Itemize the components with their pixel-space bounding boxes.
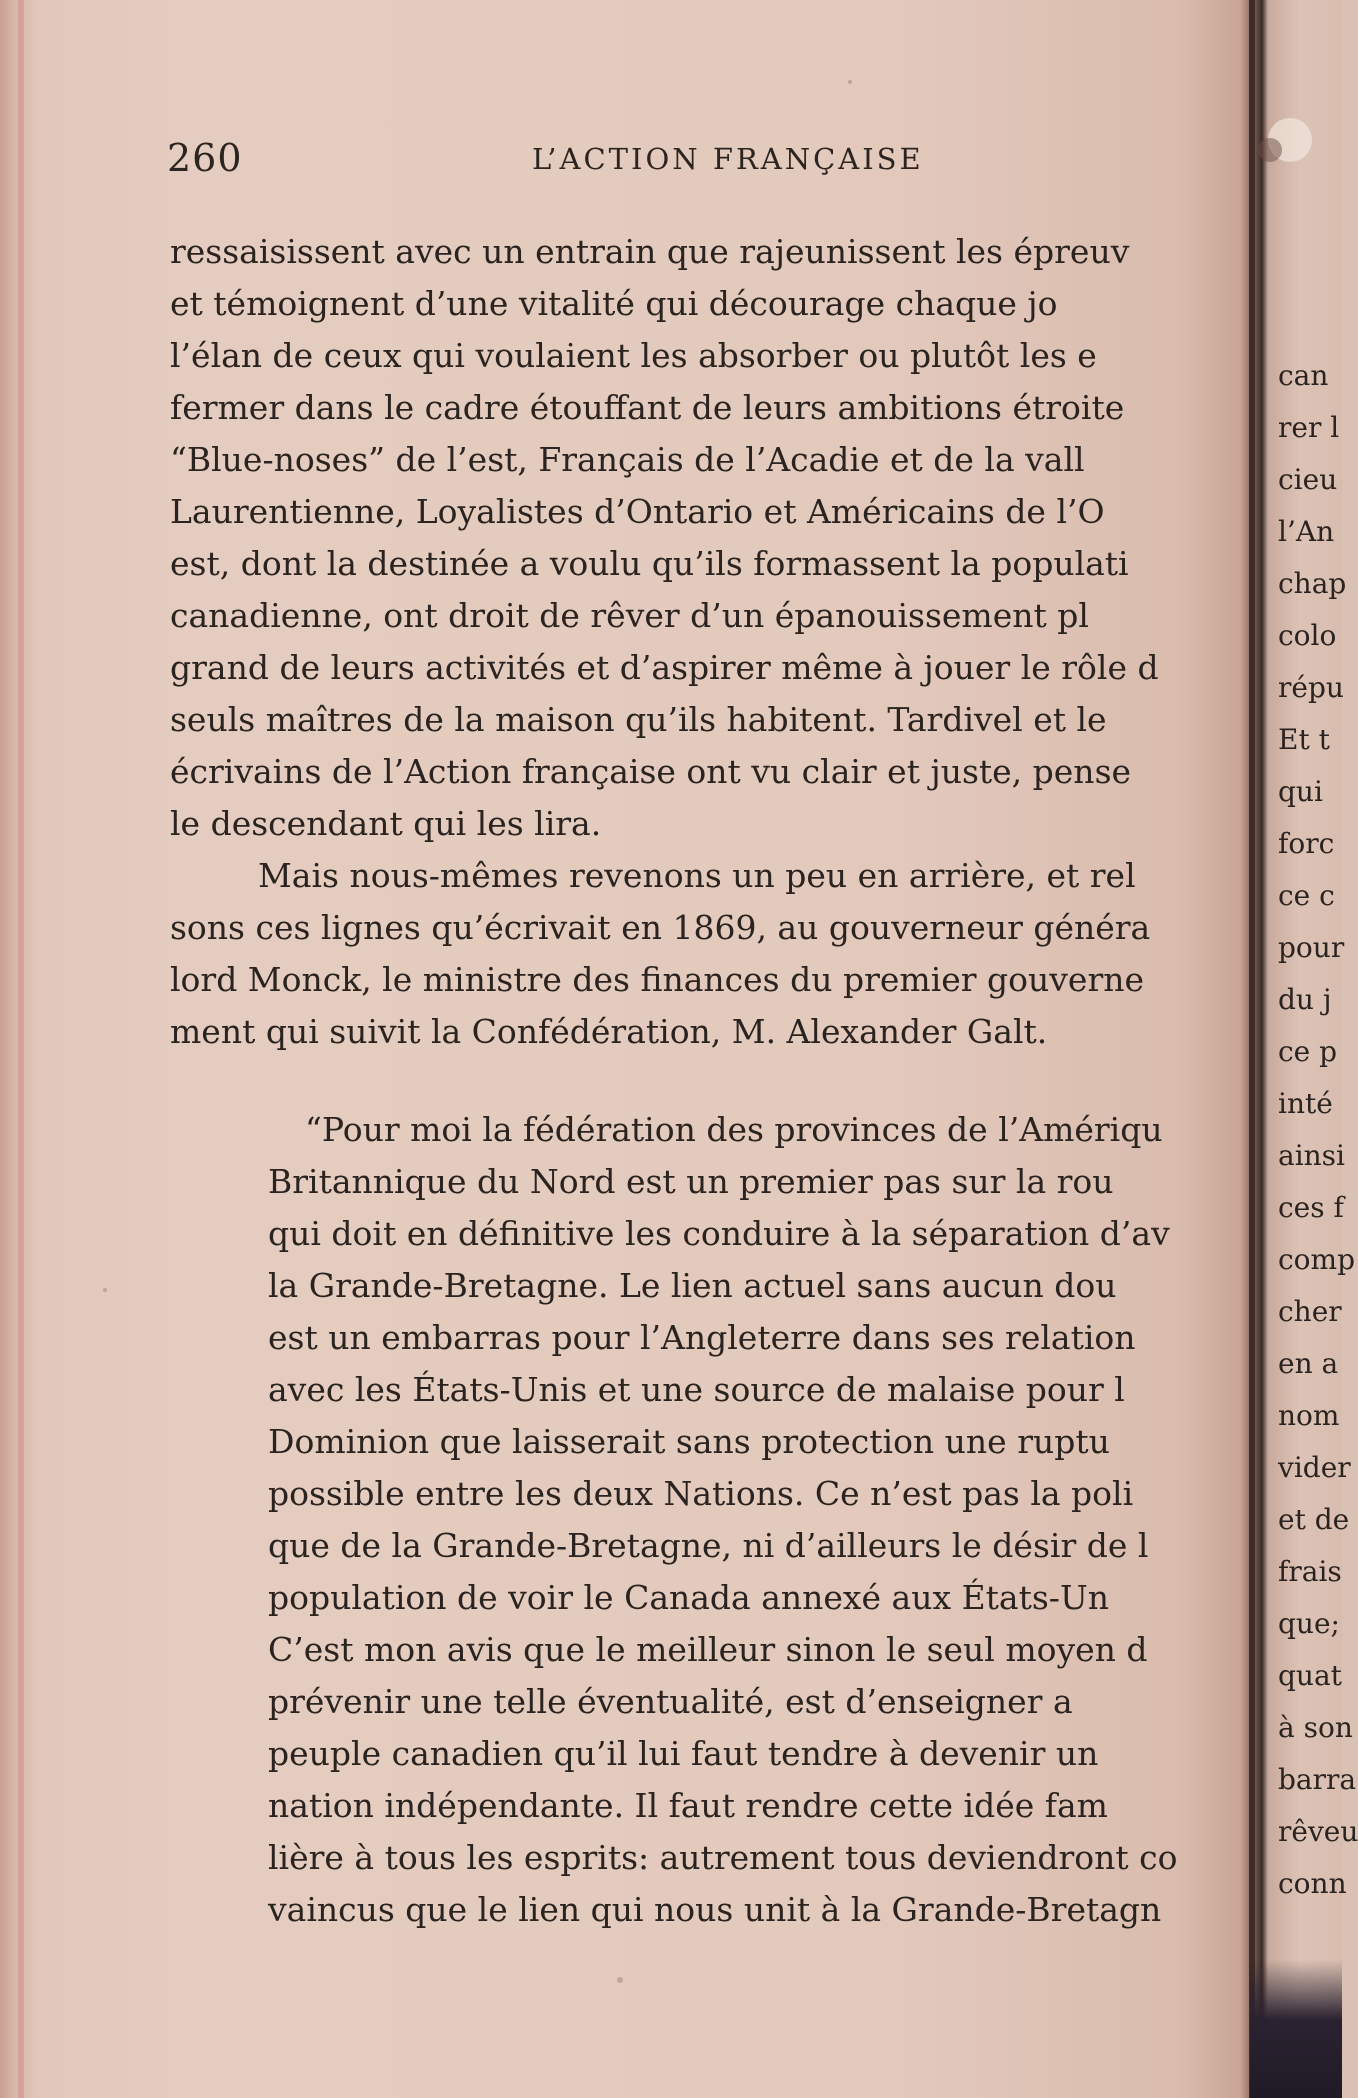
- facing-page-line: colo: [1278, 619, 1337, 652]
- facing-page-line: cher: [1278, 1295, 1342, 1328]
- quote-line: nation indépendante. Il faut rendre cette idée fam: [268, 1786, 1108, 1825]
- quote-line: lière à tous les esprits: autrement tous deviendront co: [268, 1838, 1178, 1877]
- page-edge-stain: [18, 0, 24, 2098]
- facing-page-line: inté: [1278, 1087, 1333, 1120]
- facing-page-line: cieu: [1278, 463, 1338, 496]
- quote-line: C’est mon avis que le meilleur sinon le seul moyen d: [268, 1630, 1148, 1669]
- quote-line: population de voir le Canada annexé aux États-Un: [268, 1578, 1110, 1617]
- quote-line: la Grande-Bretagne. Le lien actuel sans aucun dou: [268, 1266, 1117, 1305]
- facing-page-line: répu: [1278, 671, 1344, 704]
- quote-line: possible entre les deux Nations. Ce n’est pas la poli: [268, 1474, 1134, 1513]
- text-line: grand de leurs activités et d’aspirer même à jouer le rôle d: [170, 648, 1159, 687]
- binding-shadow: [1250, 1960, 1342, 2098]
- page-number: 260: [167, 136, 243, 180]
- facing-page-line: Et t: [1278, 723, 1330, 756]
- facing-page-line: rêveu: [1278, 1815, 1358, 1848]
- facing-page-line: frais: [1278, 1555, 1342, 1588]
- facing-page-line: vider: [1278, 1451, 1351, 1484]
- facing-page-line: du j: [1278, 983, 1332, 1016]
- facing-page-line: nom: [1278, 1399, 1340, 1432]
- facing-page-line: ces f: [1278, 1191, 1344, 1224]
- facing-page-line: conn: [1278, 1867, 1347, 1900]
- facing-page-line: à son: [1278, 1711, 1353, 1744]
- running-header: [167, 136, 1247, 186]
- facing-page-line: quat: [1278, 1659, 1342, 1692]
- text-line: “Blue-noses” de l’est, Français de l’Acadie et de la vall: [170, 440, 1085, 479]
- text-line: lord Monck, le ministre des finances du premier gouverne: [170, 960, 1145, 999]
- facing-page-line: rer l: [1278, 411, 1340, 444]
- quote-line: est un embarras pour l’Angleterre dans ses relation: [268, 1318, 1136, 1357]
- facing-page-line: pour: [1278, 931, 1345, 964]
- facing-page-line: en a: [1278, 1347, 1339, 1380]
- facing-page-line: qui: [1278, 775, 1323, 808]
- quote-line: prévenir une telle éventualité, est d’enseigner a: [268, 1682, 1073, 1721]
- quote-line: qui doit en définitive les conduire à la séparation d’av: [268, 1214, 1170, 1253]
- facing-page-fragment: [1268, 359, 1358, 1960]
- quote-line: “Pour moi la fédération des provinces de l’Amériqu: [305, 1110, 1163, 1149]
- text-line: fermer dans le cadre étouffant de leurs ambitions étroite: [170, 388, 1125, 427]
- text-line: canadienne, ont droit de rêver d’un épanouissement pl: [170, 596, 1089, 635]
- facing-page-line: can: [1278, 359, 1329, 392]
- facing-page-line: et de: [1278, 1503, 1350, 1536]
- quote-line: Britannique du Nord est un premier pas sur la rou: [268, 1162, 1114, 1201]
- text-line: le descendant qui les lira.: [170, 804, 602, 843]
- quote-line: peuple canadien qu’il lui faut tendre à devenir un: [268, 1734, 1099, 1773]
- facing-page-line: comp: [1278, 1243, 1356, 1276]
- facing-page-line: l’An: [1278, 515, 1335, 548]
- main-text-block: [170, 232, 1250, 1972]
- text-line: sons ces lignes qu’écrivait en 1869, au gouverneur généra: [170, 908, 1151, 947]
- text-line: ressaisissent avec un entrain que rajeunissent les épreuv: [170, 232, 1130, 271]
- text-line: Mais nous-mêmes revenons un peu en arrière, et rel: [258, 856, 1136, 895]
- quote-line: vaincus que le lien qui nous unit à la Grande-Bretagn: [268, 1890, 1162, 1929]
- quote-line: Dominion que laisserait sans protection une ruptu: [268, 1422, 1110, 1461]
- quote-line: que de la Grande-Bretagne, ni d’ailleurs le désir de l: [268, 1526, 1149, 1565]
- facing-page-line: barra: [1278, 1763, 1357, 1796]
- text-line: écrivains de l’Action française ont vu clair et juste, pense: [170, 752, 1132, 791]
- facing-page-line: ce p: [1278, 1035, 1338, 1068]
- facing-page-line: ce c: [1278, 879, 1335, 912]
- text-line: et témoignent d’une vitalité qui décourage chaque jo: [170, 284, 1058, 323]
- text-line: seuls maîtres de la maison qu’ils habitent. Tardivel et le: [170, 700, 1107, 739]
- facing-page-line: ainsi: [1278, 1139, 1346, 1172]
- facing-page-line: chap: [1278, 567, 1347, 600]
- text-line: ment qui suivit la Confédération, M. Alexander Galt.: [170, 1012, 1048, 1051]
- quote-line: avec les États-Unis et une source de malaise pour l: [268, 1370, 1125, 1409]
- text-line: est, dont la destinée a voulu qu’ils formassent la populati: [170, 544, 1129, 583]
- facing-page-line: que;: [1278, 1607, 1340, 1640]
- running-title: L’ACTION FRANÇAISE: [532, 142, 924, 176]
- facing-page-line: forc: [1278, 827, 1335, 860]
- text-line: l’élan de ceux qui voulaient les absorber ou plutôt les e: [170, 336, 1097, 375]
- text-line: Laurentienne, Loyalistes d’Ontario et Américains de l’O: [170, 492, 1105, 531]
